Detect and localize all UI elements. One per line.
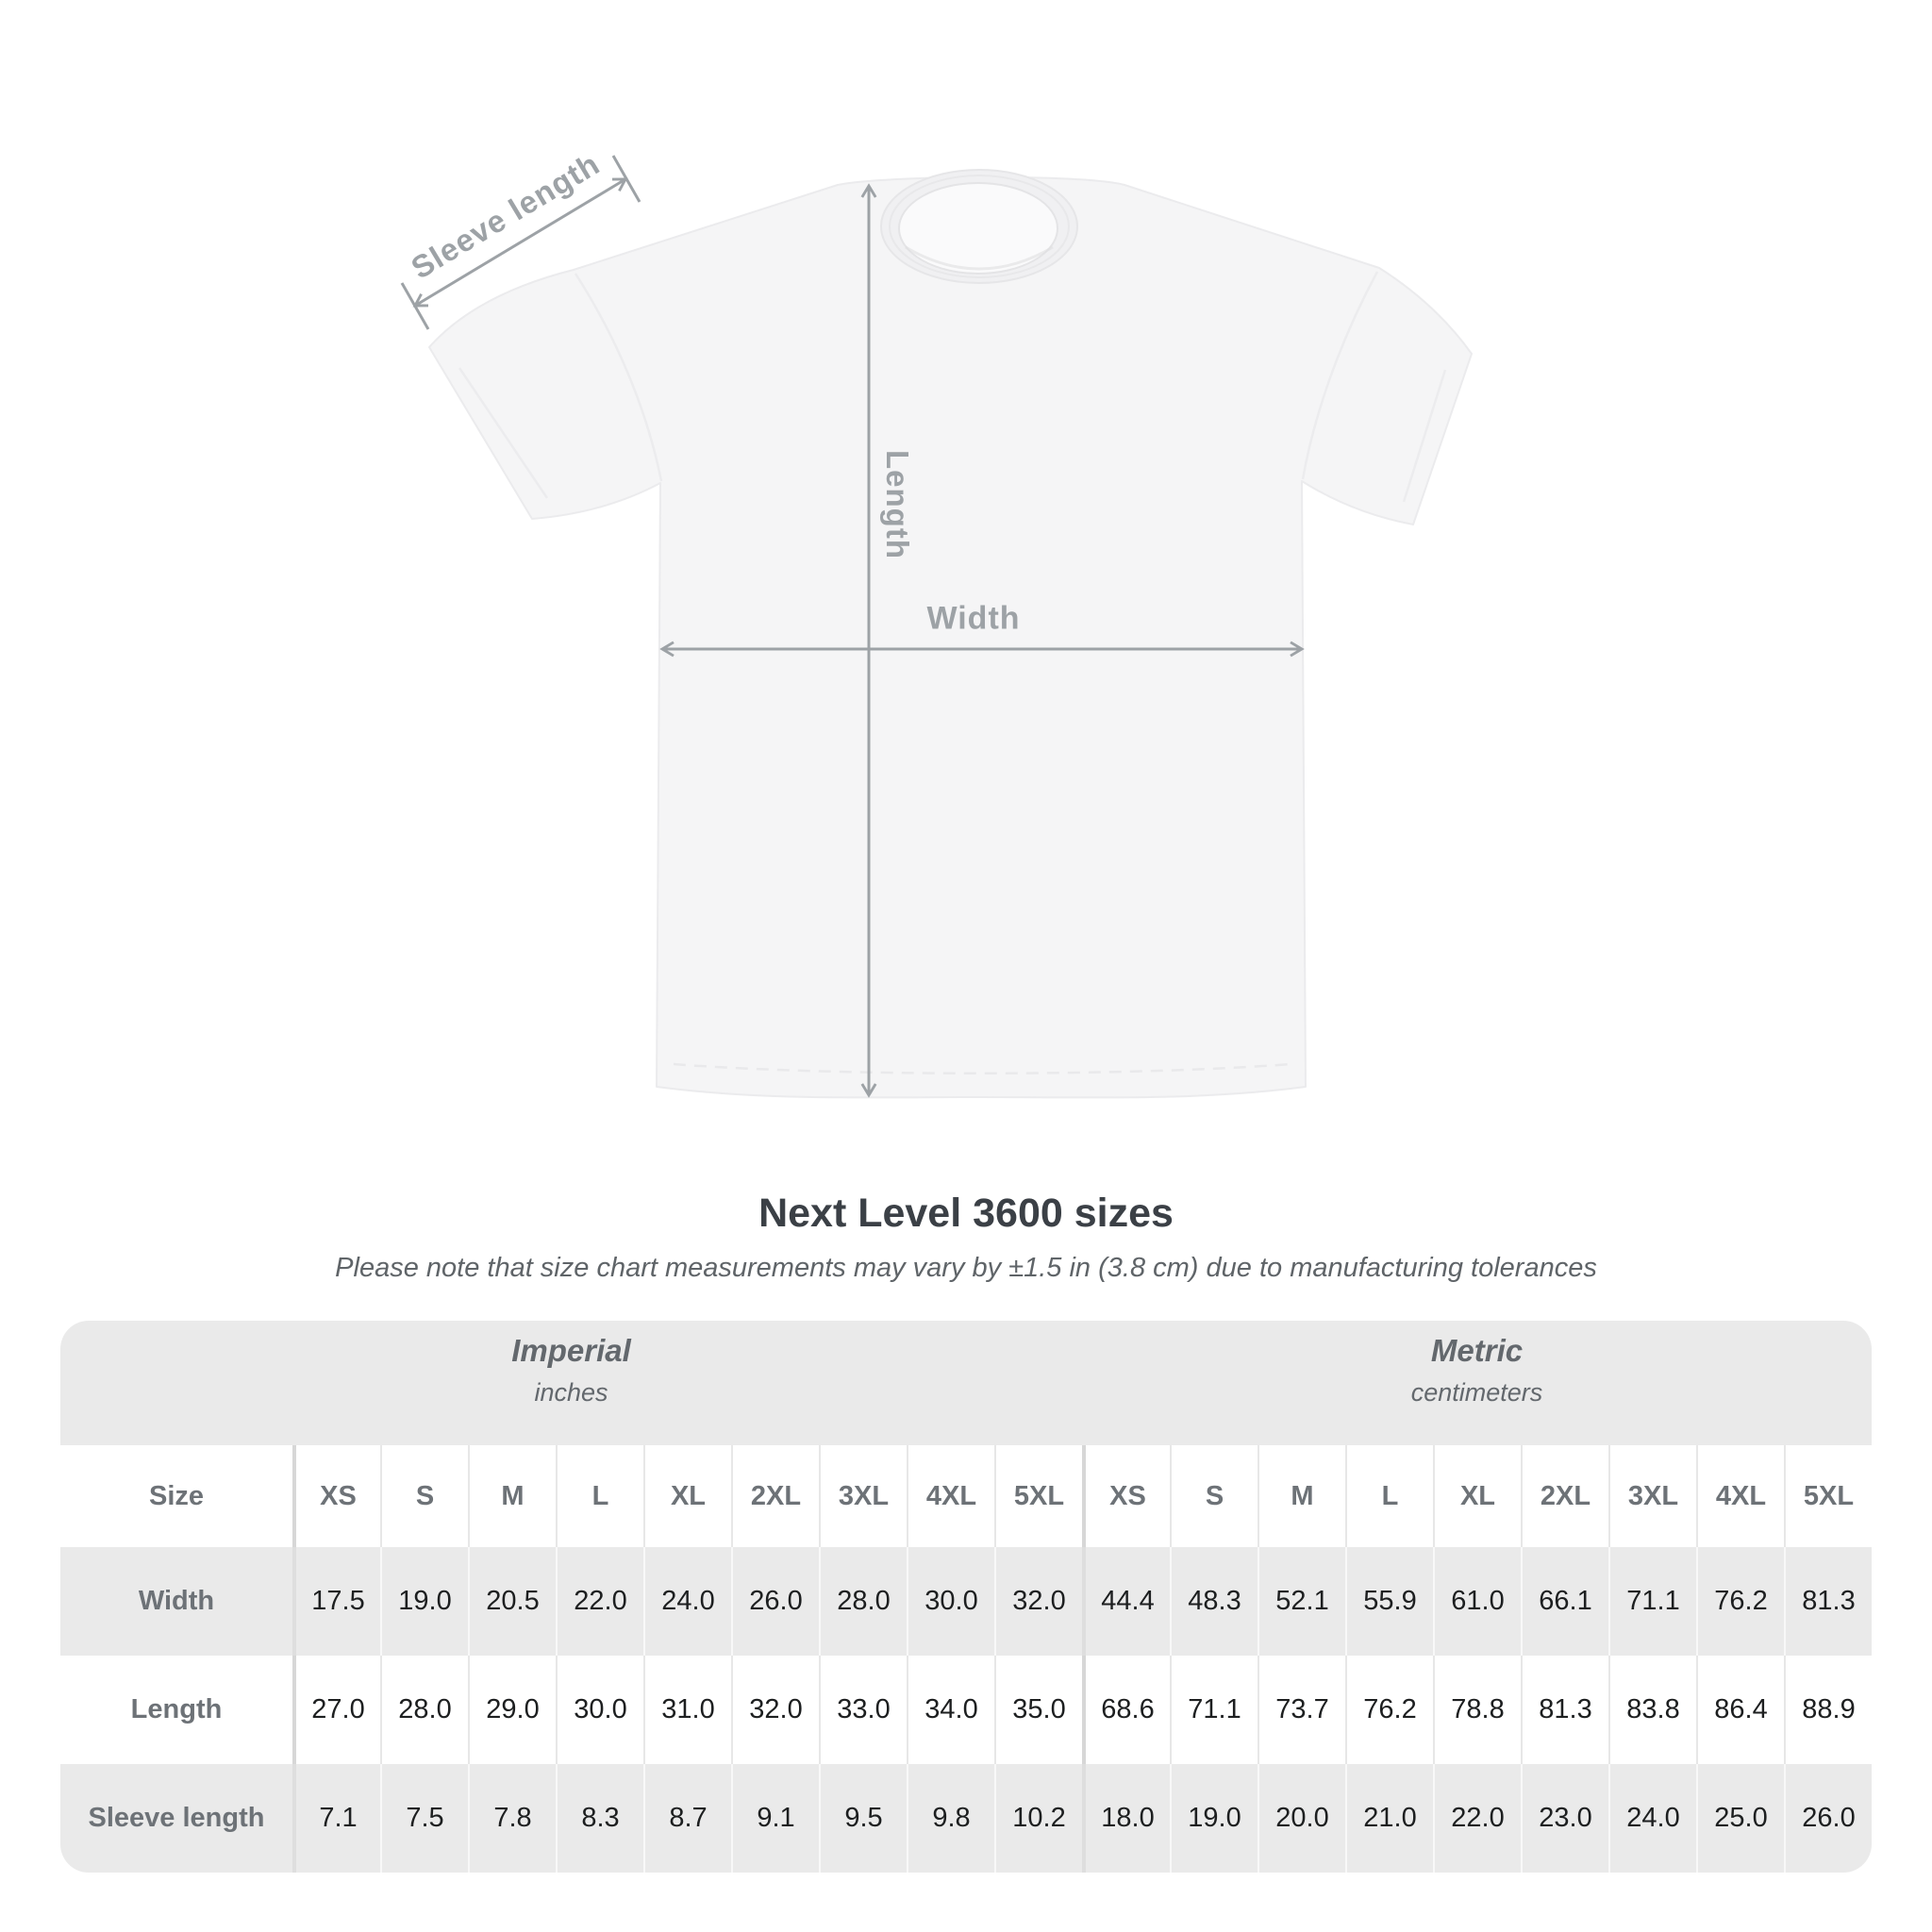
unit-group-header-row — [60, 1321, 1872, 1445]
value-cell: 8.7 — [643, 1764, 731, 1873]
value-cell: 55.9 — [1345, 1547, 1433, 1656]
value-cell: 32.0 — [994, 1547, 1082, 1656]
value-cell: 19.0 — [380, 1547, 468, 1656]
value-cell: 7.1 — [292, 1764, 380, 1873]
value-cell: 20.0 — [1257, 1764, 1345, 1873]
size-header-cell: M — [1257, 1445, 1345, 1547]
value-cell: 9.8 — [907, 1764, 994, 1873]
value-cell: 28.0 — [819, 1547, 907, 1656]
value-cell: 86.4 — [1696, 1656, 1784, 1764]
value-cell: 22.0 — [556, 1547, 643, 1656]
width-row — [60, 1547, 1872, 1656]
value-cell: 88.9 — [1784, 1656, 1872, 1764]
size-header-cell: XL — [643, 1445, 731, 1547]
size-header-cell: 4XL — [1696, 1445, 1784, 1547]
value-cell: 35.0 — [994, 1656, 1082, 1764]
value-cell: 30.0 — [907, 1547, 994, 1656]
imperial-group-header — [60, 1321, 1082, 1445]
value-cell: 83.8 — [1608, 1656, 1696, 1764]
value-cell: 33.0 — [819, 1656, 907, 1764]
sleeve-arrow-tick-bottom — [402, 283, 428, 329]
size-header-cell: 5XL — [994, 1445, 1082, 1547]
sleeve-arrow-tick-top — [613, 156, 640, 202]
metric-label: Metric — [1430, 1332, 1524, 1368]
size-header-cell: 3XL — [1608, 1445, 1696, 1547]
value-cell: 66.1 — [1521, 1547, 1608, 1656]
length-row — [60, 1656, 1872, 1764]
size-header-cell: 2XL — [731, 1445, 819, 1547]
row-label: Sleeve length — [88, 1803, 265, 1833]
value-cell: 68.6 — [1082, 1656, 1170, 1764]
value-cell: 23.0 — [1521, 1764, 1608, 1873]
metric-unit: centimeters — [1410, 1377, 1543, 1407]
size-header-row — [60, 1445, 1872, 1547]
value-cell: 17.5 — [292, 1547, 380, 1656]
value-cell: 28.0 — [380, 1656, 468, 1764]
collar-inner — [899, 183, 1058, 274]
value-cell: 32.0 — [731, 1656, 819, 1764]
value-cell: 19.0 — [1170, 1764, 1257, 1873]
value-cell: 61.0 — [1433, 1547, 1521, 1656]
value-cell: 26.0 — [1784, 1764, 1872, 1873]
size-header-cell: S — [380, 1445, 468, 1547]
value-cell: 7.5 — [380, 1764, 468, 1873]
value-cell: 26.0 — [731, 1547, 819, 1656]
value-cell: 76.2 — [1696, 1547, 1784, 1656]
size-header-cell: 2XL — [1521, 1445, 1608, 1547]
size-header-cell: 5XL — [1784, 1445, 1872, 1547]
size-header-cell: M — [468, 1445, 556, 1547]
value-cell: 20.5 — [468, 1547, 556, 1656]
value-cell: 76.2 — [1345, 1656, 1433, 1764]
row-label: Length — [130, 1694, 223, 1724]
value-cell: 29.0 — [468, 1656, 556, 1764]
page-title: Next Level 3600 sizes — [758, 1191, 1174, 1236]
size-header-cell: XS — [292, 1445, 380, 1547]
value-cell: 21.0 — [1345, 1764, 1433, 1873]
sleeve-length-row — [60, 1764, 1872, 1873]
value-cell: 52.1 — [1257, 1547, 1345, 1656]
value-cell: 25.0 — [1696, 1764, 1784, 1873]
row-label: Width — [138, 1586, 215, 1616]
sleeve-length-label: Sleeve length — [405, 145, 607, 286]
value-cell: 81.3 — [1521, 1656, 1608, 1764]
value-cell: 73.7 — [1257, 1656, 1345, 1764]
value-cell: 30.0 — [556, 1656, 643, 1764]
size-header-cell: XS — [1082, 1445, 1170, 1547]
tolerance-note: Please note that size chart measurements may vary by ±1.5 in (3.8 cm) due to manufacturing tolerances — [335, 1253, 1597, 1283]
size-table — [60, 1321, 1872, 1873]
value-cell: 71.1 — [1170, 1656, 1257, 1764]
metric-group-header — [1082, 1321, 1872, 1445]
value-cell: 27.0 — [292, 1656, 380, 1764]
value-cell: 44.4 — [1082, 1547, 1170, 1656]
tshirt-body — [429, 177, 1472, 1098]
value-cell: 9.1 — [731, 1764, 819, 1873]
imperial-label: Imperial — [511, 1332, 631, 1368]
value-cell: 10.2 — [994, 1764, 1082, 1873]
size-header-cell: 4XL — [907, 1445, 994, 1547]
size-header-cell: S — [1170, 1445, 1257, 1547]
value-cell: 7.8 — [468, 1764, 556, 1873]
value-cell: 8.3 — [556, 1764, 643, 1873]
value-cell: 71.1 — [1608, 1547, 1696, 1656]
size-header-cell: XL — [1433, 1445, 1521, 1547]
size-header-cell: 3XL — [819, 1445, 907, 1547]
value-cell: 34.0 — [907, 1656, 994, 1764]
size-column-header: Size — [148, 1480, 205, 1511]
value-cell: 81.3 — [1784, 1547, 1872, 1656]
length-label: Length — [880, 450, 915, 559]
width-label: Width — [926, 600, 1021, 637]
size-header-cell: L — [556, 1445, 643, 1547]
value-cell: 24.0 — [643, 1547, 731, 1656]
imperial-unit: inches — [534, 1377, 608, 1407]
value-cell: 78.8 — [1433, 1656, 1521, 1764]
value-cell: 31.0 — [643, 1656, 731, 1764]
value-cell: 48.3 — [1170, 1547, 1257, 1656]
size-header-cell: L — [1345, 1445, 1433, 1547]
value-cell: 24.0 — [1608, 1764, 1696, 1873]
value-cell: 18.0 — [1082, 1764, 1170, 1873]
value-cell: 9.5 — [819, 1764, 907, 1873]
value-cell: 22.0 — [1433, 1764, 1521, 1873]
